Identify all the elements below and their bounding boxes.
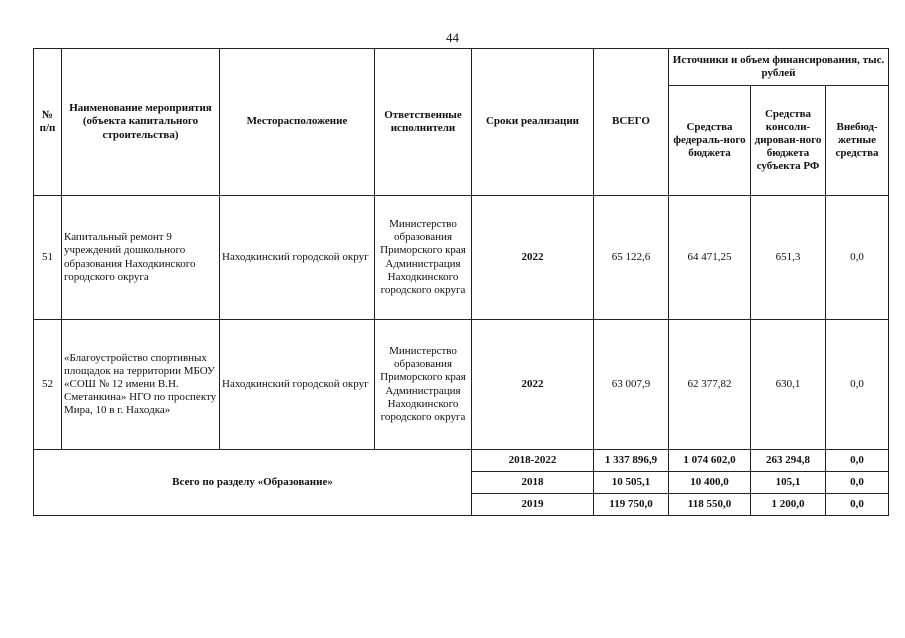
header-name: Наименование мероприятия (объекта капитального строительства) — [62, 49, 220, 196]
totals-regional: 1 200,0 — [751, 494, 826, 516]
cell-regional: 651,3 — [751, 196, 826, 320]
cell-federal: 62 377,82 — [669, 320, 751, 450]
totals-period: 2018 — [472, 472, 594, 494]
totals-total: 1 337 896,9 — [594, 450, 669, 472]
totals-federal: 1 074 602,0 — [669, 450, 751, 472]
header-row-1 — [34, 49, 889, 86]
table-row — [34, 196, 889, 320]
cell-federal: 64 471,25 — [669, 196, 751, 320]
totals-extra: 0,0 — [826, 472, 889, 494]
cell-num: 51 — [34, 196, 62, 320]
cell-location: Находкинский городской округ — [220, 196, 375, 320]
cell-total: 65 122,6 — [594, 196, 669, 320]
totals-regional: 105,1 — [751, 472, 826, 494]
cell-executors: Министерство образования Приморского края Администрация Находкинского городского округа — [375, 320, 472, 450]
page-number: 44 — [446, 30, 459, 45]
totals-period: 2018-2022 — [472, 450, 594, 472]
totals-total: 10 505,1 — [594, 472, 669, 494]
header-federal: Средства федераль-ного бюджета — [669, 86, 751, 196]
totals-extra: 0,0 — [826, 450, 889, 472]
cell-extra: 0,0 — [826, 196, 889, 320]
cell-total: 63 007,9 — [594, 320, 669, 450]
cell-regional: 630,1 — [751, 320, 826, 450]
totals-regional: 263 294,8 — [751, 450, 826, 472]
cell-extra: 0,0 — [826, 320, 889, 450]
header-regional: Средства консоли-дирован-ного бюджета субъекта РФ — [751, 86, 826, 196]
totals-row — [34, 450, 889, 472]
header-sources: Источники и объем финансирования, тыс. рублей — [669, 49, 889, 86]
header-extra: Внебюд-жетные средства — [826, 86, 889, 196]
header-period: Сроки реализации — [472, 49, 594, 196]
header-location: Месторасположение — [220, 49, 375, 196]
cell-name: Капитальный ремонт 9 учреждений дошкольного образования Находкинского городского округа — [62, 196, 220, 320]
financing-table — [33, 48, 889, 516]
cell-period: 2022 — [472, 196, 594, 320]
header-num: № п/п — [34, 49, 62, 196]
totals-extra: 0,0 — [826, 494, 889, 516]
cell-num: 52 — [34, 320, 62, 450]
header-total: ВСЕГО — [594, 49, 669, 196]
totals-label: Всего по разделу «Образование» — [34, 450, 472, 516]
cell-location: Находкинский городской округ — [220, 320, 375, 450]
totals-federal: 118 550,0 — [669, 494, 751, 516]
table-row — [34, 320, 889, 450]
totals-federal: 10 400,0 — [669, 472, 751, 494]
cell-period: 2022 — [472, 320, 594, 450]
cell-executors: Министерство образования Приморского края Администрация Находкинского городского округа — [375, 196, 472, 320]
cell-name: «Благоустройство спортивных площадок на территории МБОУ «СОШ № 12 имени В.Н. Сметанкина» НГО по проспекту Мира, 10 в г. Находка» — [62, 320, 220, 450]
header-executors: Ответственные исполнители — [375, 49, 472, 196]
totals-total: 119 750,0 — [594, 494, 669, 516]
totals-period: 2019 — [472, 494, 594, 516]
